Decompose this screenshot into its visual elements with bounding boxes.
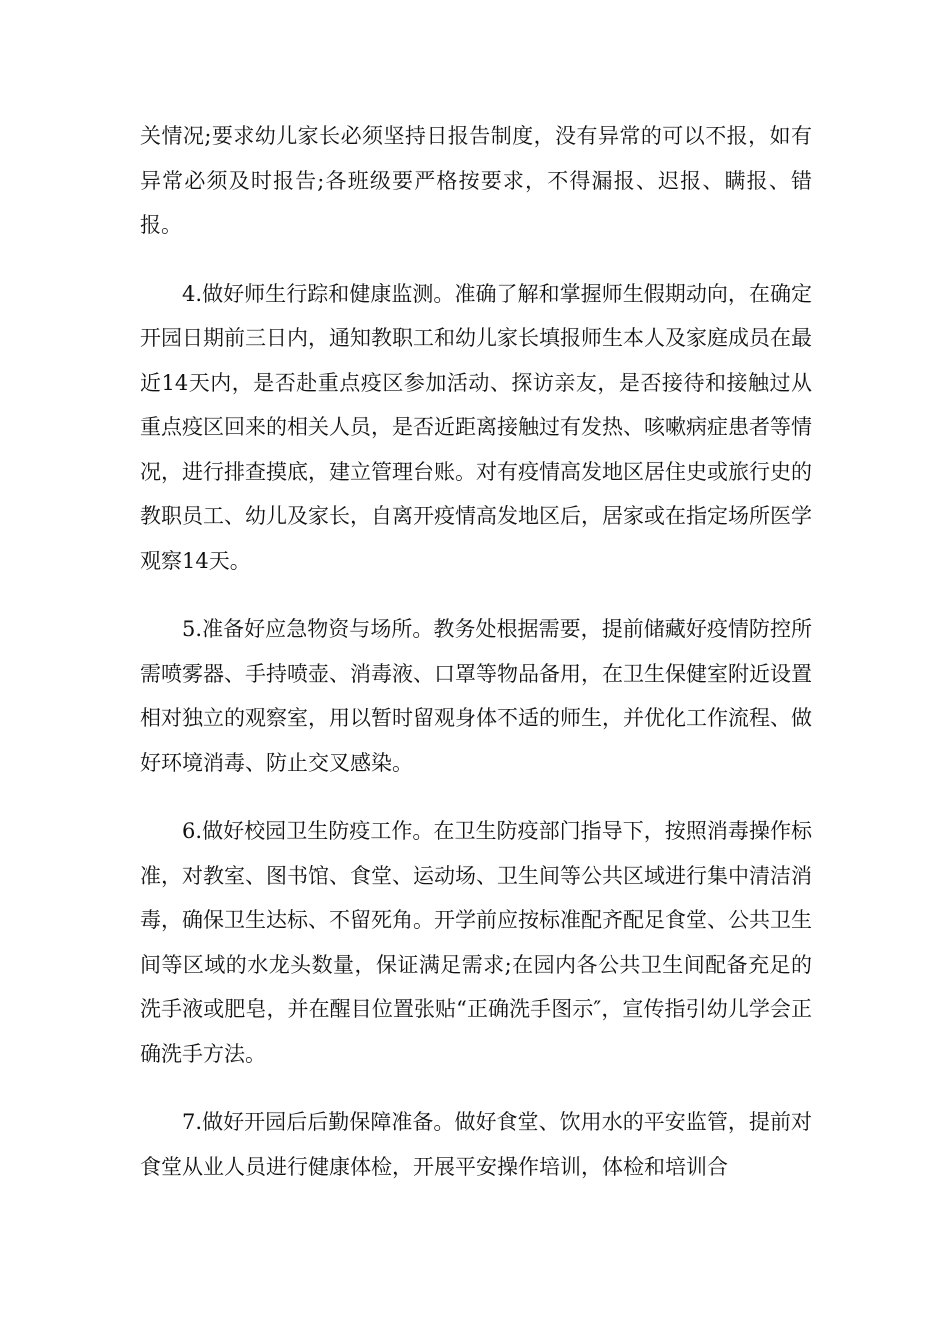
paragraph-item-6: 6.做好校园卫生防疫工作。在卫生防疫部门指导下，按照消毒操作标准，对教室、图书馆、食堂、运动场、卫生间等公共区域进行集中清洁消毒，确保卫生达标、不留死角。开学前应按标准配齐配足食堂、公共卫生间等区域的水龙头数量，保证满足需求;在园内各公共卫生间配备充足的洗手液或肥皂，并在醒目位置张贴“正确洗手图示″，宣传指引幼儿学会正确洗手方法。 [140, 819, 812, 1066]
paragraph-item-5: 5.准备好应急物资与场所。教务处根据需要，提前储藏好疫情防控所需喷雾器、手持喷壶、消毒液、口罩等物品备用，在卫生保健室附近设置相对独立的观察室，用以暂时留观身体不适的师生，并优化工作流程、做好环境消毒、防止交叉感染。 [140, 617, 812, 775]
document-body [140, 114, 812, 1213]
paragraph-continuation: 关情况;要求幼儿家长必须坚持日报告制度，没有异常的可以不报，如有异常必须及时报告;各班级要严格按要求，不得漏报、迟报、瞒报、错报。 [140, 124, 812, 237]
paragraph-item-4: 4.做好师生行踪和健康监测。准确了解和掌握师生假期动向，在确定开园日期前三日内，通知教职工和幼儿家长填报师生本人及家庭成员在最近14天内，是否赴重点疫区参加活动、探访亲友，是否接待和接触过从重点疫区回来的相关人员，是否近距离接触过有发热、咳嗽病症患者等情况，进行排查摸底，建立管理台账。对有疫情高发地区居住史或旅行史的教职员工、幼儿及家长，自离开疫情高发地区后，居家或在指定场所医学观察14天。 [140, 281, 812, 573]
paragraph-item-7: 7.做好开园后后勤保障准备。做好食堂、饮用水的平安监管，提前对食堂从业人员进行健康体检，开展平安操作培训，体检和培训合 [140, 1110, 812, 1179]
